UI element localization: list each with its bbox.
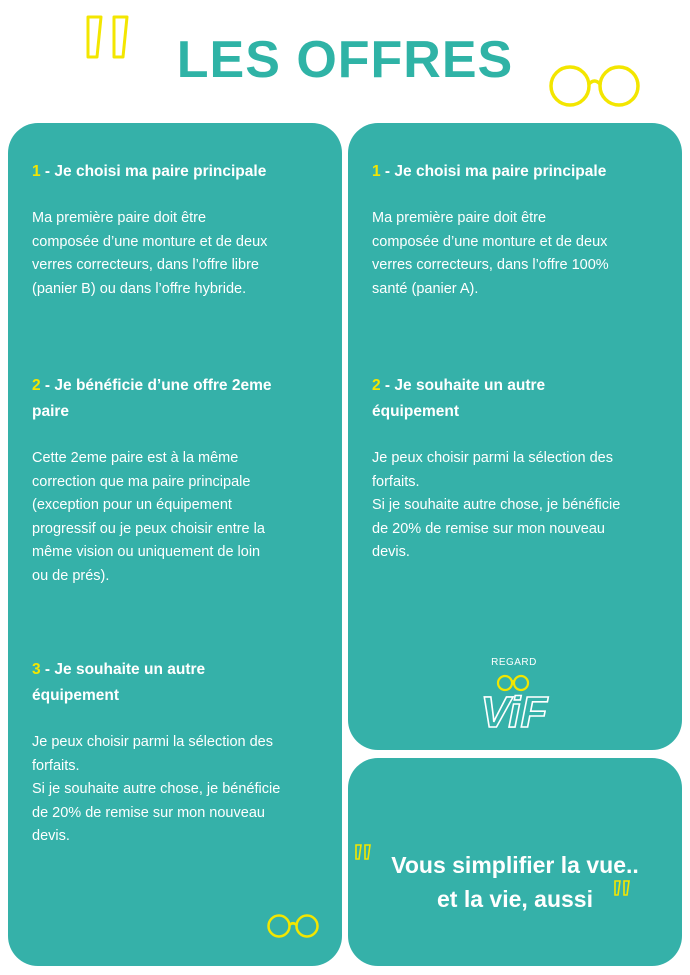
regard-vif-logo [476,657,552,735]
step-number: 2 [372,377,381,394]
offer-step-1 [32,159,322,301]
glasses-icon [266,913,320,939]
quote-icon [613,880,633,896]
step-text: Je peux choisir parmi la sélection des forfaits. Si je souhaite autre chose, je bénéficie de 20% de remise sur mon nouveau devis. [32,734,281,844]
glasses-icon [546,62,642,108]
offer-panel-right [348,123,682,750]
logo-top-text: REGARD [491,657,537,668]
offer-step-2 [32,373,322,588]
page-title: LES OFFRES [176,31,514,89]
step-heading [372,159,662,185]
step-heading [32,159,322,185]
offer-panel-left [8,123,342,966]
step-title: - Je souhaite un autre équipement [32,661,206,704]
step-number: 1 [372,163,381,180]
step-title: - Je souhaite un autre équipement [372,377,546,420]
offer-step-3 [32,657,322,849]
slogan-panel [348,758,682,966]
step-text: Ma première paire doit être composée d’une monture et de deux verres correcteurs, dans l’offre libre (panier B) ou dans l’offre hybride. [32,210,268,297]
step-number: 2 [32,377,41,394]
offer-step-2 [372,373,662,565]
step-text: Je peux choisir parmi la sélection des forfaits. Si je souhaite autre chose, je bénéficie de 20% de remise sur mon nouveau devis. [372,450,621,560]
step-text: Ma première paire doit être composée d’une monture et de deux verres correcteurs, dans l’offre 100% santé (panier A). [372,210,609,297]
logo-main-text: ViF [480,688,548,733]
offer-step-1 [372,159,662,301]
logo-mark [476,671,552,733]
step-text: Cette 2eme paire est à la même correction que ma paire principale (exception pour un équipement progressif ou je peux choisir entre la même vision ou uniquement de loin ou de prés). [32,450,265,584]
slogan-line-2: et la vie, aussi [437,886,593,912]
slogan-line-1: Vous simplifier la vue.. [391,852,639,878]
step-number: 1 [32,163,41,180]
step-title: - Je bénéficie d’une offre 2eme paire [32,377,272,420]
step-heading [372,373,662,425]
step-heading [32,373,322,425]
step-heading [32,657,322,709]
step-number: 3 [32,661,41,678]
step-title: - Je choisi ma paire principale [40,163,267,180]
step-title: - Je choisi ma paire principale [380,163,607,180]
